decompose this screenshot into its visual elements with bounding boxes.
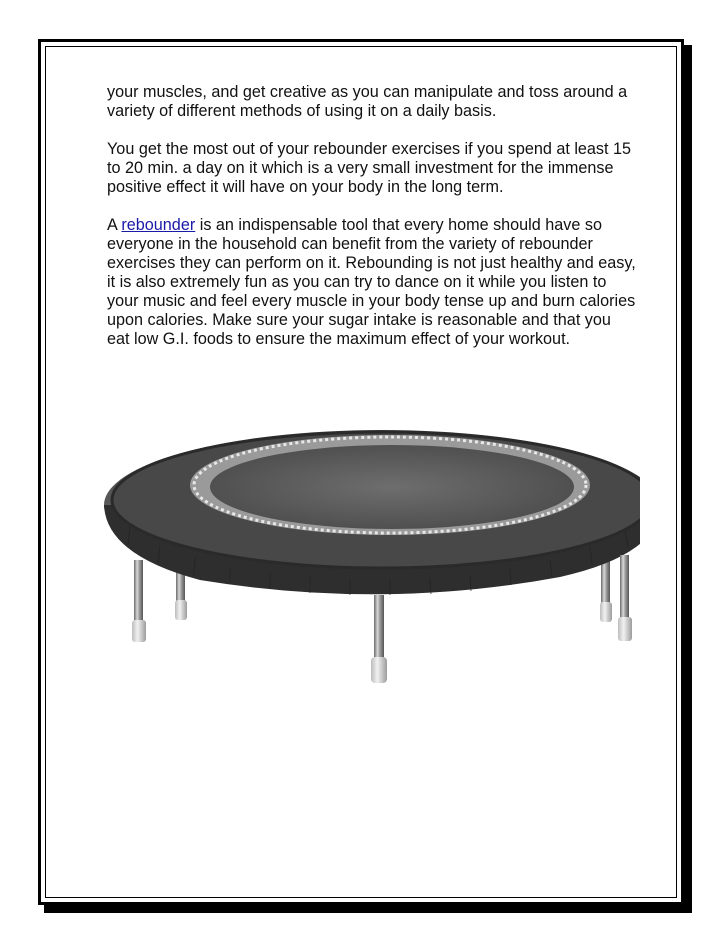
rebounder-photo	[100, 395, 640, 695]
document-body	[107, 83, 637, 368]
paragraph-3	[107, 216, 637, 349]
jump-mat	[210, 445, 574, 529]
paragraph-3-prefix: A	[107, 216, 122, 234]
paragraph-2: You get the most out of your rebounder exercises if you spend at least 15 to 20 min. a day on it which is a very small investment for the immense positive effect it will have on your body in the long term.	[107, 140, 632, 196]
paragraph-1: your muscles, and get creative as you can manipulate and toss around a variety of different methods of using it on a daily basis.	[107, 83, 628, 120]
rebounder-link[interactable]: rebounder	[121, 216, 196, 234]
paragraph-3-text: is an indispensable tool that every home should have so everyone in the household can benefit from the variety of rebounder exercises they can perform on it. Rebounding is not just healthy and easy, it is also extremely fun as you can try to dance on it while you listen to your music and feel every muscle in your body tense up and burn calories upon calories. Make sure your sugar intake is reasonable and that you eat low G.I. foods to ensure the maximum effect of your workout.	[107, 216, 636, 348]
